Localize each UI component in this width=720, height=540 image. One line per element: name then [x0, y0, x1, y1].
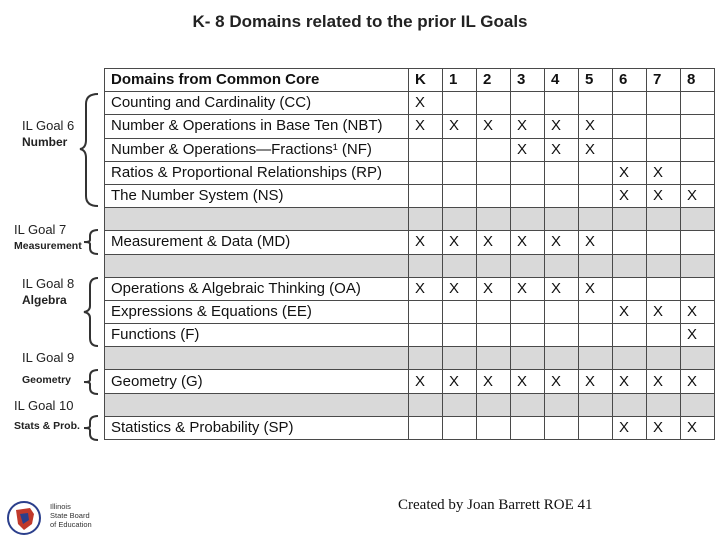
header-grade-5: 5 [579, 69, 613, 92]
grade-cell [409, 416, 443, 439]
table-row [105, 138, 715, 161]
grade-cell [545, 254, 579, 277]
grade-cell: X [681, 416, 715, 439]
grade-cell [511, 324, 545, 347]
logo-line-3: of Education [50, 520, 92, 529]
grade-cell [511, 92, 545, 115]
grade-cell: X [409, 277, 443, 300]
domain-cell: Geometry (G) [105, 370, 409, 393]
grade-cell [647, 277, 681, 300]
grade-cell [579, 208, 613, 231]
grade-cell [477, 324, 511, 347]
domain-cell: Statistics & Probability (SP) [105, 416, 409, 439]
goal-9-subject: Geometry [22, 374, 72, 386]
grade-cell: X [613, 161, 647, 184]
grade-cell [409, 347, 443, 370]
grade-cell [579, 324, 613, 347]
grade-cell [579, 347, 613, 370]
credit-text: Created by Joan Barrett ROE 41 [398, 497, 593, 513]
domain-cell [105, 254, 409, 277]
grade-cell [443, 300, 477, 323]
grade-cell: X [443, 370, 477, 393]
header-grade-k: K [409, 69, 443, 92]
grade-cell: X [647, 161, 681, 184]
grade-cell: X [647, 370, 681, 393]
table-row [105, 416, 715, 439]
grade-cell [579, 393, 613, 416]
grade-cell [443, 254, 477, 277]
grade-cell [545, 92, 579, 115]
goal-10-brace [82, 414, 102, 442]
grade-cell: X [545, 277, 579, 300]
grade-cell [443, 161, 477, 184]
grade-cell [647, 231, 681, 254]
grade-cell: X [681, 184, 715, 207]
grade-cell [681, 92, 715, 115]
grade-cell [681, 161, 715, 184]
grade-cell [613, 208, 647, 231]
goal-8-number: IL Goal 8 [22, 276, 75, 291]
grade-cell: X [613, 416, 647, 439]
header-row [105, 69, 715, 92]
grade-cell: X [443, 277, 477, 300]
grade-cell [681, 138, 715, 161]
grade-cell [443, 208, 477, 231]
grade-cell [681, 231, 715, 254]
grade-cell [443, 324, 477, 347]
grade-cell [511, 347, 545, 370]
grade-cell [545, 300, 579, 323]
grade-cell [613, 277, 647, 300]
table-row [105, 324, 715, 347]
goal-10-number: IL Goal 10 [14, 398, 74, 413]
table-row [105, 184, 715, 207]
goal-10-label [14, 398, 80, 434]
grade-cell: X [579, 138, 613, 161]
goal-7-number: IL Goal 7 [14, 222, 67, 237]
grade-cell [477, 393, 511, 416]
grade-cell [647, 347, 681, 370]
goal-6-subject: Number [22, 135, 68, 149]
grade-cell [477, 92, 511, 115]
grade-cell [613, 115, 647, 138]
grade-cell [477, 347, 511, 370]
grade-cell: X [409, 92, 443, 115]
grade-cell [409, 138, 443, 161]
grade-cell [681, 277, 715, 300]
grade-cell [443, 184, 477, 207]
goal-6-number: IL Goal 6 [22, 118, 75, 133]
grade-cell: X [579, 115, 613, 138]
grade-cell [443, 393, 477, 416]
grade-cell: X [681, 324, 715, 347]
goal-8-brace [82, 276, 102, 348]
goal-9-brace [82, 368, 102, 396]
grade-cell: X [477, 277, 511, 300]
grade-cell [511, 300, 545, 323]
grade-cell [409, 208, 443, 231]
domain-cell [105, 347, 409, 370]
domain-cell: Counting and Cardinality (CC) [105, 92, 409, 115]
table-row [105, 161, 715, 184]
grade-cell [613, 393, 647, 416]
grade-cell [545, 393, 579, 416]
goal-9-label [22, 350, 74, 388]
grade-cell: X [511, 370, 545, 393]
domain-cell: Number & Operations—Fractions¹ (NF) [105, 138, 409, 161]
grade-cell [681, 347, 715, 370]
grade-cell [477, 161, 511, 184]
grade-cell: X [511, 231, 545, 254]
header-grade-8: 8 [681, 69, 715, 92]
domain-cell [105, 393, 409, 416]
grade-cell [409, 393, 443, 416]
goal-6-label [22, 118, 74, 150]
grade-cell [613, 254, 647, 277]
grade-cell [477, 138, 511, 161]
grade-cell [613, 324, 647, 347]
grade-cell [443, 92, 477, 115]
domain-cell: Number & Operations in Base Ten (NBT) [105, 115, 409, 138]
grade-cell [545, 324, 579, 347]
grade-cell [409, 300, 443, 323]
domain-cell [105, 208, 409, 231]
grade-cell: X [443, 115, 477, 138]
grade-cell [613, 231, 647, 254]
goal-8-subject: Algebra [22, 293, 67, 307]
grade-cell [681, 208, 715, 231]
grade-cell: X [647, 416, 681, 439]
grade-cell [681, 254, 715, 277]
grade-cell [409, 184, 443, 207]
grade-cell [545, 184, 579, 207]
separator-row [105, 393, 715, 416]
header-domain: Domains from Common Core [105, 69, 409, 92]
grade-cell: X [681, 370, 715, 393]
grade-cell: X [545, 231, 579, 254]
grade-cell [511, 161, 545, 184]
grade-cell [681, 393, 715, 416]
header-grade-3: 3 [511, 69, 545, 92]
grade-cell [477, 208, 511, 231]
grade-cell: X [409, 231, 443, 254]
grade-cell: X [545, 115, 579, 138]
grade-cell [579, 254, 613, 277]
grade-cell [511, 416, 545, 439]
table-row [105, 277, 715, 300]
grade-cell [613, 347, 647, 370]
grade-cell [477, 254, 511, 277]
grade-cell [613, 92, 647, 115]
grade-cell [647, 324, 681, 347]
grade-cell [443, 416, 477, 439]
grade-cell: X [647, 300, 681, 323]
grade-cell [647, 208, 681, 231]
header-grade-6: 6 [613, 69, 647, 92]
grade-cell [545, 208, 579, 231]
table-row [105, 300, 715, 323]
logo-line-2: State Board [50, 511, 90, 520]
table-row [105, 92, 715, 115]
grade-cell: X [545, 138, 579, 161]
grade-cell: X [409, 370, 443, 393]
goal-9-number: IL Goal 9 [22, 350, 75, 365]
isbe-logo [6, 500, 46, 536]
table-row [105, 231, 715, 254]
grade-cell: X [511, 138, 545, 161]
grade-cell: X [545, 370, 579, 393]
grade-cell [579, 92, 613, 115]
grade-cell: X [647, 184, 681, 207]
goal-10-subject: Stats & Prob. [14, 420, 80, 432]
grade-cell: X [511, 277, 545, 300]
grade-cell [477, 184, 511, 207]
grade-cell: X [613, 370, 647, 393]
grade-cell [647, 92, 681, 115]
domain-cell: The Number System (NS) [105, 184, 409, 207]
grade-cell [579, 416, 613, 439]
grade-cell: X [409, 115, 443, 138]
grade-cell [511, 208, 545, 231]
grade-cell [511, 254, 545, 277]
slide-title: K- 8 Domains related to the prior IL Goals [192, 12, 528, 31]
grade-cell: X [477, 115, 511, 138]
domain-cell: Measurement & Data (MD) [105, 231, 409, 254]
table-row [105, 370, 715, 393]
grade-cell [511, 393, 545, 416]
grade-cell: X [613, 300, 647, 323]
goal-8-label [22, 276, 74, 308]
grade-cell [443, 347, 477, 370]
grade-cell [511, 184, 545, 207]
grade-cell [647, 393, 681, 416]
grade-cell: X [511, 115, 545, 138]
grade-cell [545, 347, 579, 370]
grade-cell: X [613, 184, 647, 207]
grade-cell [681, 115, 715, 138]
grade-cell [579, 161, 613, 184]
header-grade-4: 4 [545, 69, 579, 92]
grade-cell [545, 416, 579, 439]
domain-cell: Operations & Algebraic Thinking (OA) [105, 277, 409, 300]
grade-cell [647, 138, 681, 161]
goal-7-label [14, 222, 82, 254]
grade-cell [409, 254, 443, 277]
grade-cell: X [579, 277, 613, 300]
grade-cell: X [579, 231, 613, 254]
goal-7-brace [82, 228, 102, 256]
grade-cell [647, 115, 681, 138]
grade-cell [579, 184, 613, 207]
header-grade-7: 7 [647, 69, 681, 92]
separator-row [105, 208, 715, 231]
grade-cell: X [477, 231, 511, 254]
grade-cell: X [681, 300, 715, 323]
goal-6-brace [78, 92, 102, 208]
grade-cell: X [477, 370, 511, 393]
table-row [105, 115, 715, 138]
logo-text [50, 502, 92, 529]
separator-row [105, 347, 715, 370]
domain-cell: Functions (F) [105, 324, 409, 347]
grade-cell [545, 161, 579, 184]
separator-row [105, 254, 715, 277]
grade-cell: X [443, 231, 477, 254]
header-grade-1: 1 [443, 69, 477, 92]
domain-cell: Expressions & Equations (EE) [105, 300, 409, 323]
domain-cell: Ratios & Proportional Relationships (RP) [105, 161, 409, 184]
goal-7-subject: Measurement [14, 240, 82, 252]
grade-cell: X [579, 370, 613, 393]
grade-cell [409, 161, 443, 184]
grade-cell [477, 416, 511, 439]
grade-cell [443, 138, 477, 161]
grade-cell [409, 324, 443, 347]
domains-table [104, 68, 715, 440]
grade-cell [579, 300, 613, 323]
grade-cell [647, 254, 681, 277]
header-grade-2: 2 [477, 69, 511, 92]
grade-cell [477, 300, 511, 323]
logo-line-1: Illinois [50, 502, 71, 511]
grade-cell [613, 138, 647, 161]
